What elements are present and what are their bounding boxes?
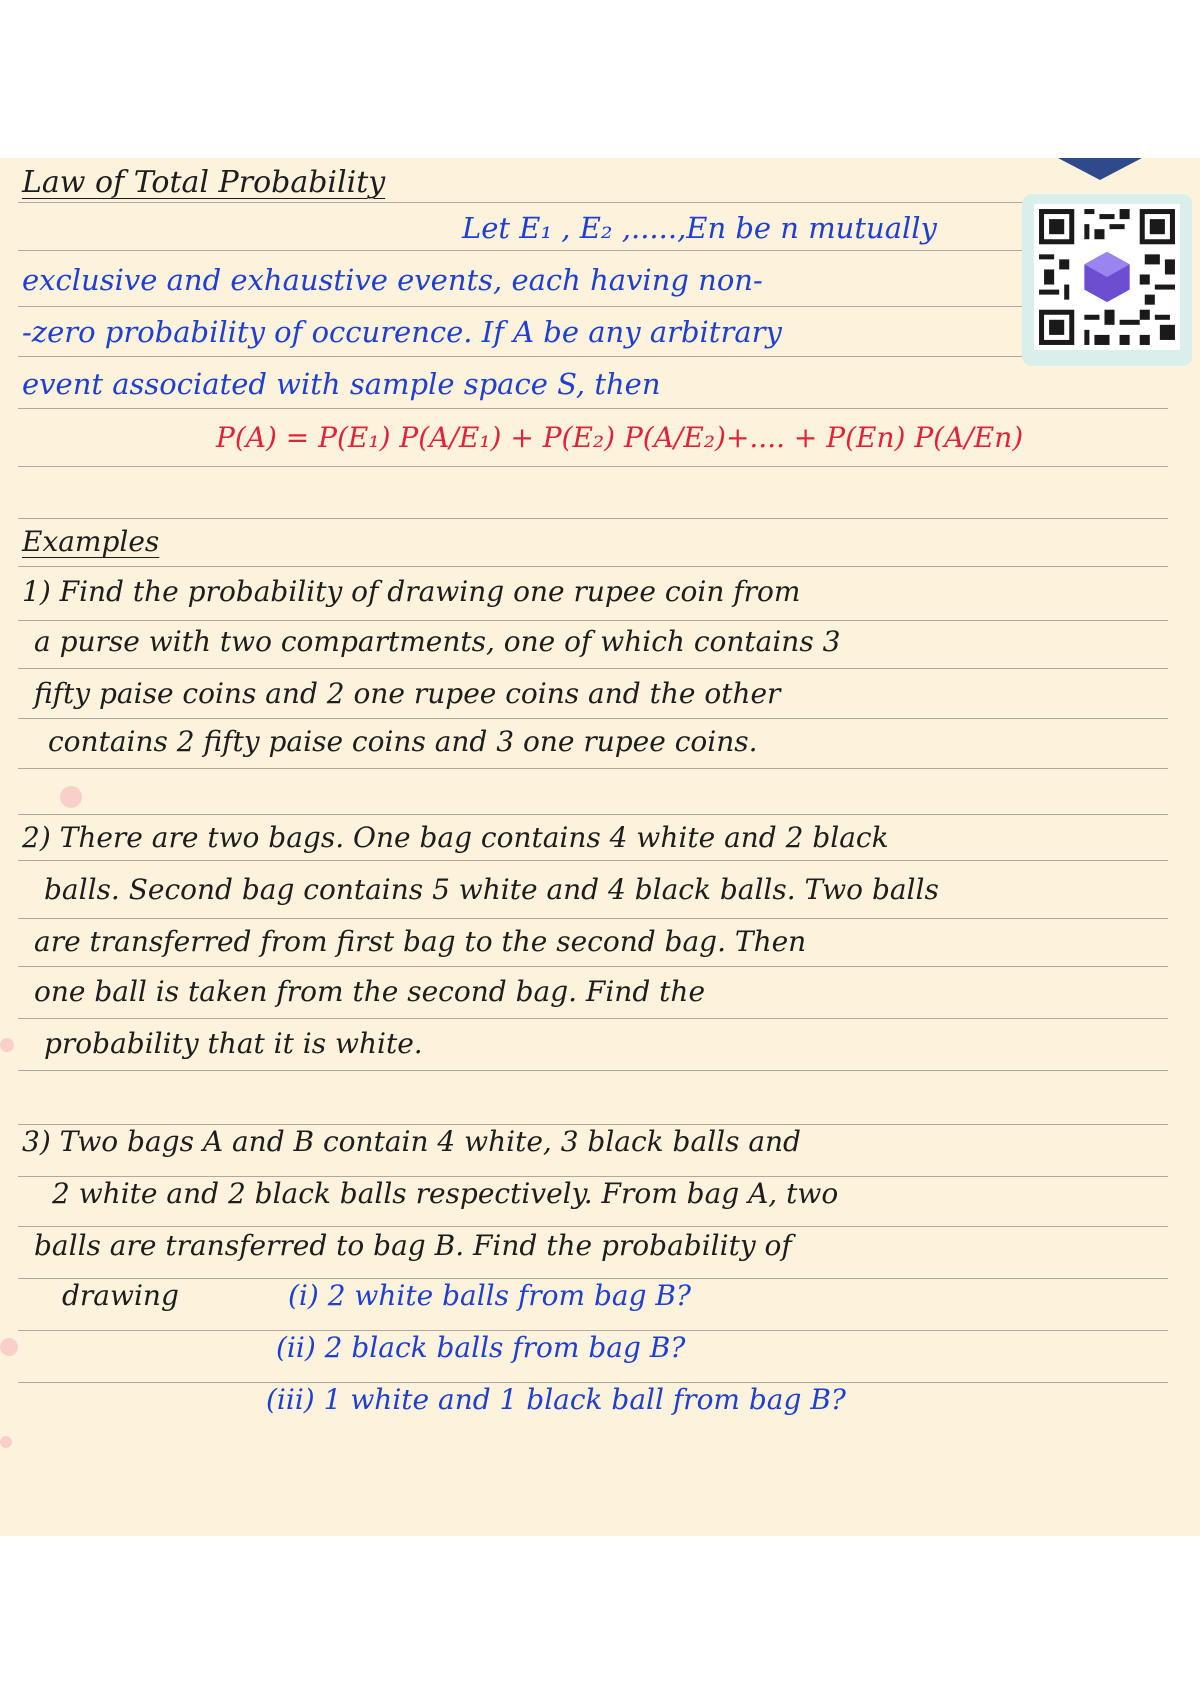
qr-code-panel	[1022, 194, 1192, 366]
ruled-line	[18, 918, 1168, 919]
example-3-line-2: 2 white and 2 black balls respectively. From bag A, two	[52, 1177, 839, 1210]
example-1-line-1: 1) Find the probability of drawing one rupee coin from	[22, 575, 801, 608]
example-1-line-3: fifty paise coins and 2 one rupee coins and the other	[34, 677, 781, 710]
qr-code-icon	[1034, 204, 1180, 350]
definition-line-3: -zero probability of occurence. If A be any arbitrary	[22, 315, 782, 349]
ruled-line	[18, 1018, 1168, 1019]
example-3-line-3: balls are transferred to bag B. Find the probability of	[34, 1229, 792, 1262]
margin-dot	[60, 786, 82, 808]
example-3-line-4: drawing	[62, 1279, 179, 1312]
example-1-line-2: a purse with two compartments, one of which contains 3	[34, 625, 841, 658]
ruled-line	[18, 356, 1168, 357]
example-2-line-2: balls. Second bag contains 5 white and 4 black balls. Two balls	[44, 873, 939, 906]
example-3-part-iii: (iii) 1 white and 1 black ball from bag B?	[266, 1383, 846, 1416]
ruled-line	[18, 814, 1168, 815]
example-2-line-1: 2) There are two bags. One bag contains 4 white and 2 black	[22, 821, 889, 854]
ruled-line	[18, 1070, 1168, 1071]
example-2-line-3: are transferred from first bag to the second bag. Then	[34, 925, 807, 958]
ruled-line	[18, 668, 1168, 669]
total-probability-formula: P(A) = P(E₁) P(A/E₁) + P(E₂) P(A/E₂)+.... + P(En) P(A/En)	[216, 421, 1024, 454]
page-corner-tab	[1058, 158, 1142, 180]
ruled-line	[18, 466, 1168, 467]
example-3-part-i: (i) 2 white balls from bag B?	[288, 1279, 691, 1312]
example-2-line-4: one ball is taken from the second bag. Find the	[34, 975, 706, 1008]
margin-dot	[0, 1436, 12, 1448]
page-title: Law of Total Probability	[22, 165, 386, 200]
ruled-line	[18, 518, 1168, 519]
definition-line-4: event associated with sample space S, then	[22, 367, 661, 401]
ruled-line	[18, 408, 1168, 409]
example-2-line-5: probability that it is white.	[44, 1027, 423, 1060]
example-3-line-1: 3) Two bags A and B contain 4 white, 3 black balls and	[22, 1125, 801, 1158]
definition-line-1: Let E₁ , E₂ ,.....,En be n mutually	[462, 211, 937, 245]
example-1-line-4: contains 2 fifty paise coins and 3 one rupee coins.	[48, 725, 758, 758]
examples-heading: Examples	[22, 525, 160, 558]
margin-dot	[0, 1338, 18, 1356]
ruled-line	[18, 250, 1168, 251]
notebook-page	[0, 158, 1200, 1536]
ruled-line	[18, 718, 1168, 719]
example-3-part-ii: (ii) 2 black balls from bag B?	[276, 1331, 686, 1364]
ruled-line	[18, 620, 1168, 621]
ruled-line	[18, 768, 1168, 769]
ruled-line	[18, 860, 1168, 861]
margin-dot	[0, 1038, 14, 1052]
ruled-line	[18, 202, 1168, 203]
definition-line-2: exclusive and exhaustive events, each having non-	[22, 263, 763, 297]
ruled-line	[18, 566, 1168, 567]
ruled-line	[18, 966, 1168, 967]
ruled-line	[18, 306, 1168, 307]
ruled-line	[18, 1226, 1168, 1227]
